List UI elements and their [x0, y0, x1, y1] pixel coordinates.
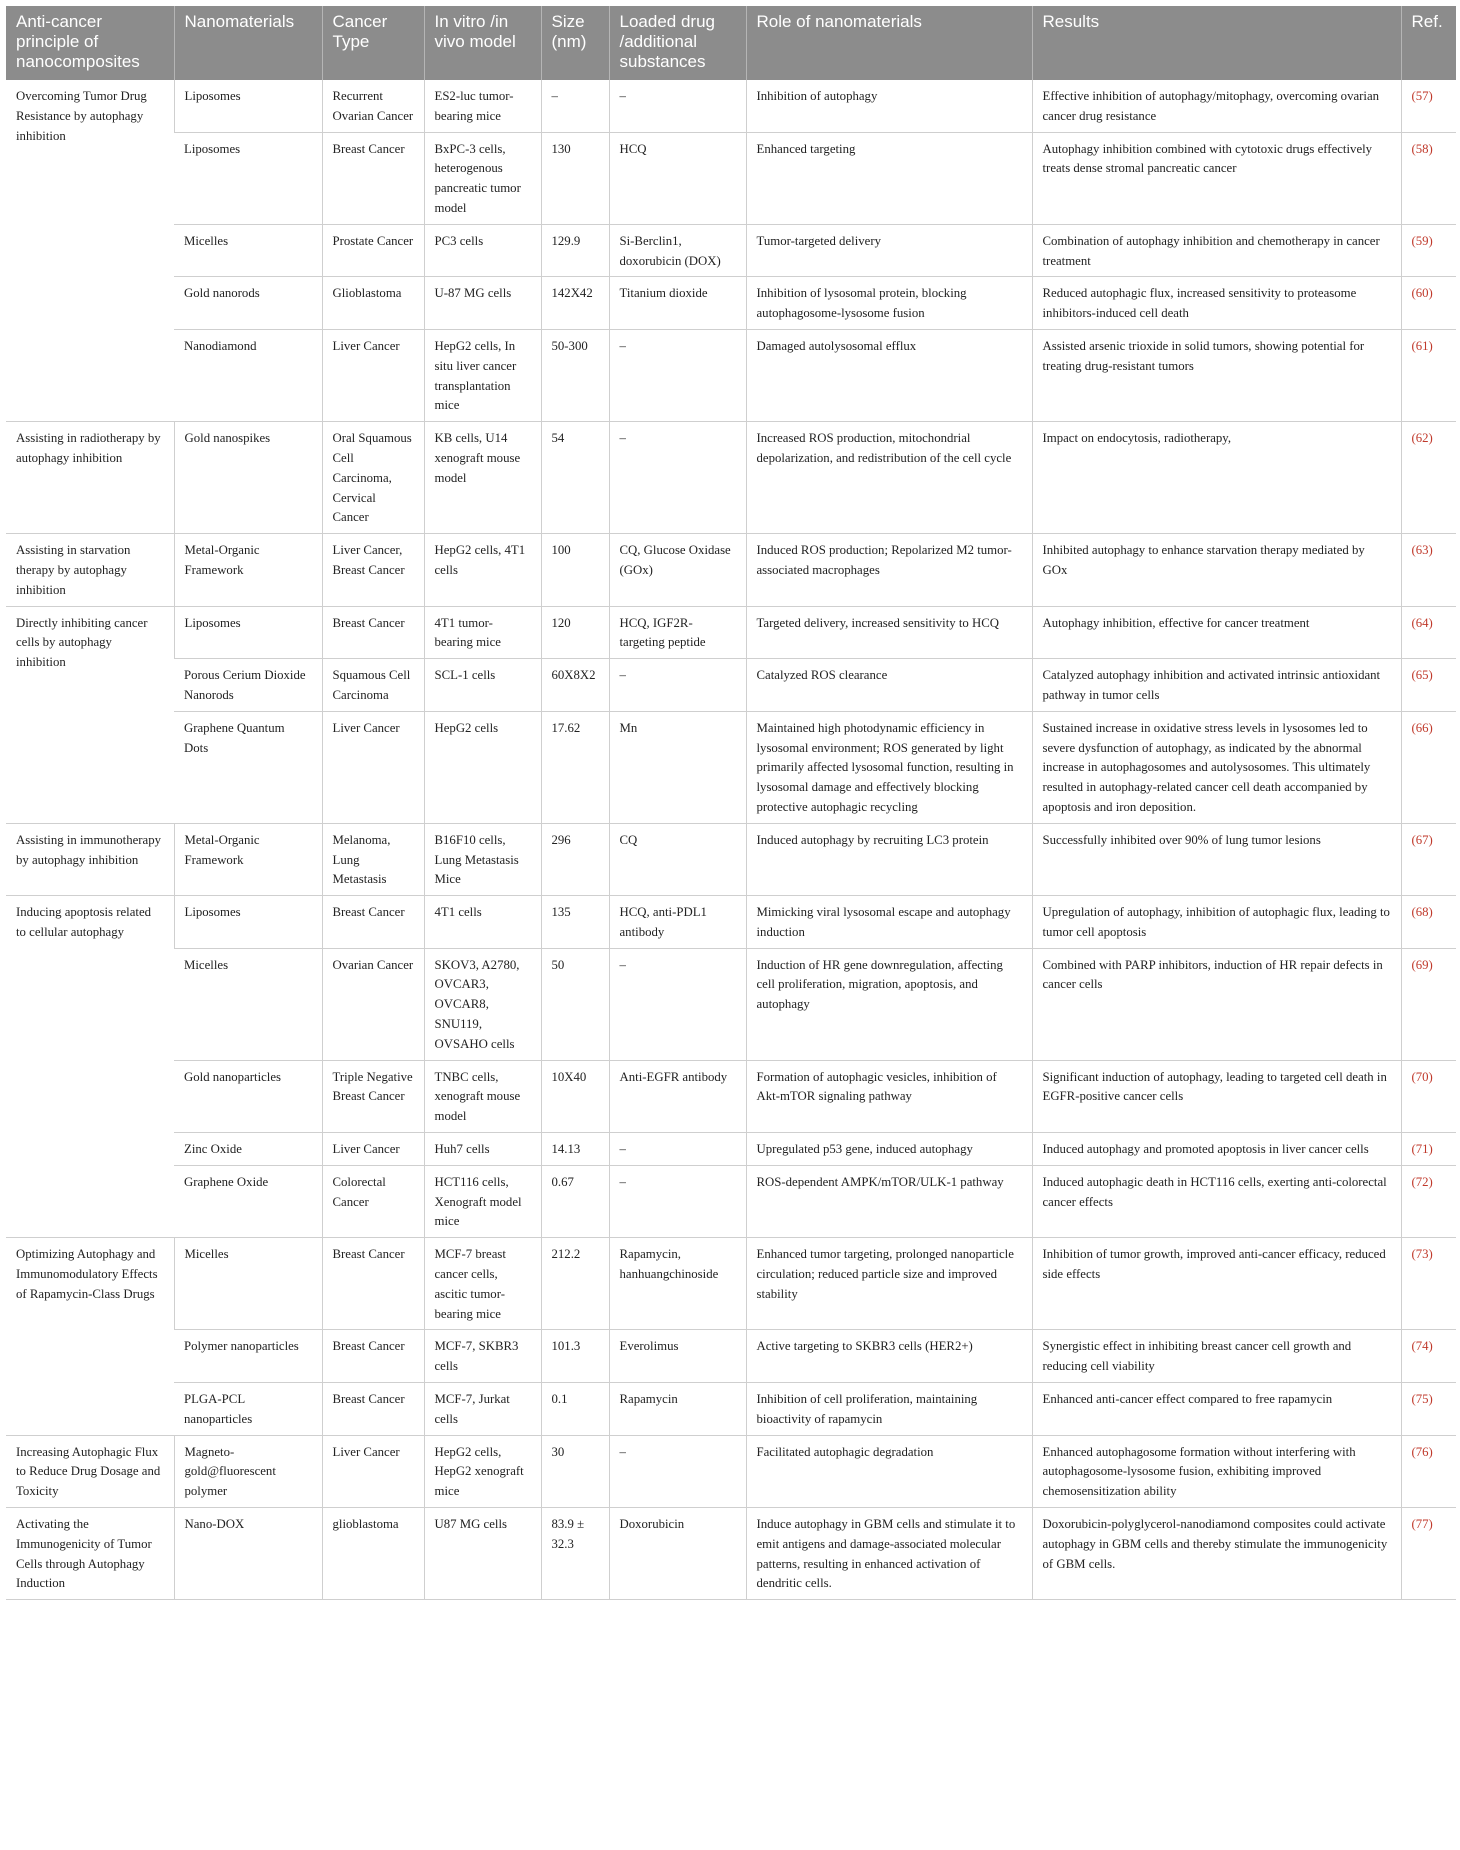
cancer-type-cell: Breast Cancer	[322, 132, 424, 224]
model-cell: HepG2 cells, HepG2 xenograft mice	[424, 1435, 541, 1507]
results-cell: Successfully inhibited over 90% of lung tumor lesions	[1032, 823, 1401, 895]
ref-cell[interactable]: (67)	[1401, 823, 1456, 895]
cancer-type-cell: Ovarian Cancer	[322, 948, 424, 1060]
model-cell: SCL-1 cells	[424, 659, 541, 712]
cancer-type-cell: Liver Cancer	[322, 1133, 424, 1166]
results-cell: Autophagy inhibition combined with cytotoxic drugs effectively treats dense stromal pancreatic cancer	[1032, 132, 1401, 224]
results-cell: Assisted arsenic trioxide in solid tumors, showing potential for treating drug-resistant tumors	[1032, 329, 1401, 421]
cancer-type-cell: Liver Cancer	[322, 1435, 424, 1507]
nanomaterial-cell: Liposomes	[174, 896, 322, 949]
size-cell: 120	[541, 606, 609, 659]
results-cell: Synergistic effect in inhibiting breast cancer cell growth and reducing cell viability	[1032, 1330, 1401, 1383]
ref-cell[interactable]: (76)	[1401, 1435, 1456, 1507]
role-cell: Inhibition of autophagy	[746, 80, 1032, 132]
results-cell: Induced autophagic death in HCT116 cells, exerting anti-colorectal cancer effects	[1032, 1165, 1401, 1237]
role-cell: Formation of autophagic vesicles, inhibition of Akt-mTOR signaling pathway	[746, 1060, 1032, 1132]
nanomaterial-cell: Magneto-gold@fluorescent polymer	[174, 1435, 322, 1507]
model-cell: 4T1 cells	[424, 896, 541, 949]
results-cell: Enhanced anti-cancer effect compared to free rapamycin	[1032, 1383, 1401, 1436]
table-row	[6, 534, 1456, 606]
loaded-drug-cell: –	[609, 80, 746, 132]
header-nanomaterials: Nanomaterials	[174, 6, 322, 80]
size-cell: 17.62	[541, 711, 609, 823]
ref-cell[interactable]: (64)	[1401, 606, 1456, 659]
loaded-drug-cell: –	[609, 1435, 746, 1507]
model-cell: HepG2 cells, 4T1 cells	[424, 534, 541, 606]
loaded-drug-cell: –	[609, 1133, 746, 1166]
ref-cell[interactable]: (73)	[1401, 1238, 1456, 1330]
role-cell: Induced ROS production; Repolarized M2 tumor-associated macrophages	[746, 534, 1032, 606]
header-size: Size (nm)	[541, 6, 609, 80]
loaded-drug-cell: HCQ, anti-PDL1 antibody	[609, 896, 746, 949]
ref-cell[interactable]: (57)	[1401, 80, 1456, 132]
model-cell: BxPC-3 cells, heterogenous pancreatic tumor model	[424, 132, 541, 224]
table-row	[6, 329, 1456, 421]
model-cell: MCF-7, SKBR3 cells	[424, 1330, 541, 1383]
nanomaterials-table	[6, 6, 1456, 1600]
ref-cell[interactable]: (77)	[1401, 1508, 1456, 1600]
role-cell: Catalyzed ROS clearance	[746, 659, 1032, 712]
table-body	[6, 80, 1456, 1600]
table-row	[6, 1383, 1456, 1436]
loaded-drug-cell: –	[609, 1165, 746, 1237]
nanomaterial-cell: Porous Cerium Dioxide Nanorods	[174, 659, 322, 712]
role-cell: Facilitated autophagic degradation	[746, 1435, 1032, 1507]
results-cell: Sustained increase in oxidative stress levels in lysosomes led to severe dysfunction of autophagy, as indicated by the abnormal increase in autophagosomes and autolysosomes. This ultimately resulted in autophagy-related cancer cell death accompanied by apoptosis and iron deposition.	[1032, 711, 1401, 823]
ref-cell[interactable]: (63)	[1401, 534, 1456, 606]
model-cell: SKOV3, A2780, OVCAR3, OVCAR8, SNU119, OVSAHO cells	[424, 948, 541, 1060]
cancer-type-cell: glioblastoma	[322, 1508, 424, 1600]
role-cell: Active targeting to SKBR3 cells (HER2+)	[746, 1330, 1032, 1383]
nanomaterial-cell: Metal-Organic Framework	[174, 823, 322, 895]
ref-cell[interactable]: (72)	[1401, 1165, 1456, 1237]
loaded-drug-cell: Doxorubicin	[609, 1508, 746, 1600]
table-row	[6, 711, 1456, 823]
model-cell: Huh7 cells	[424, 1133, 541, 1166]
size-cell: 142X42	[541, 277, 609, 330]
size-cell: 296	[541, 823, 609, 895]
ref-cell[interactable]: (68)	[1401, 896, 1456, 949]
model-cell: HepG2 cells	[424, 711, 541, 823]
ref-cell[interactable]: (71)	[1401, 1133, 1456, 1166]
size-cell: 130	[541, 132, 609, 224]
header-model: In vitro /in vivo model	[424, 6, 541, 80]
nanomaterial-cell: Micelles	[174, 1238, 322, 1330]
cancer-type-cell: Liver Cancer	[322, 711, 424, 823]
size-cell: 14.13	[541, 1133, 609, 1166]
model-cell: 4T1 tumor-bearing mice	[424, 606, 541, 659]
principle-cell: Assisting in starvation therapy by autophagy inhibition	[6, 534, 174, 606]
results-cell: Significant induction of autophagy, leading to targeted cell death in EGFR-positive cancer cells	[1032, 1060, 1401, 1132]
table-row	[6, 132, 1456, 224]
loaded-drug-cell: Mn	[609, 711, 746, 823]
principle-cell: Assisting in immunotherapy by autophagy inhibition	[6, 823, 174, 895]
nanomaterial-cell: Zinc Oxide	[174, 1133, 322, 1166]
size-cell: 101.3	[541, 1330, 609, 1383]
ref-cell[interactable]: (58)	[1401, 132, 1456, 224]
results-cell: Combined with PARP inhibitors, induction of HR repair defects in cancer cells	[1032, 948, 1401, 1060]
nanomaterial-cell: PLGA-PCL nanoparticles	[174, 1383, 322, 1436]
principle-cell: Optimizing Autophagy and Immunomodulatory Effects of Rapamycin-Class Drugs	[6, 1238, 174, 1435]
cancer-type-cell: Melanoma, Lung Metastasis	[322, 823, 424, 895]
nanomaterial-cell: Nano-DOX	[174, 1508, 322, 1600]
header-principle: Anti-cancer principle of nanocomposites	[6, 6, 174, 80]
size-cell: 50	[541, 948, 609, 1060]
loaded-drug-cell: –	[609, 329, 746, 421]
table-row	[6, 80, 1456, 132]
table-row	[6, 224, 1456, 277]
table-row	[6, 1330, 1456, 1383]
role-cell: Induce autophagy in GBM cells and stimulate it to emit antigens and damage-associated molecular patterns, resulting in enhanced activation of dendritic cells.	[746, 1508, 1032, 1600]
ref-cell[interactable]: (74)	[1401, 1330, 1456, 1383]
table-row	[6, 659, 1456, 712]
size-cell: 135	[541, 896, 609, 949]
role-cell: Upregulated p53 gene, induced autophagy	[746, 1133, 1032, 1166]
header-cancer-type: Cancer Type	[322, 6, 424, 80]
loaded-drug-cell: Rapamycin	[609, 1383, 746, 1436]
loaded-drug-cell: Anti-EGFR antibody	[609, 1060, 746, 1132]
table-row	[6, 823, 1456, 895]
ref-cell[interactable]: (65)	[1401, 659, 1456, 712]
nanomaterial-cell: Nanodiamond	[174, 329, 322, 421]
cancer-type-cell: Glioblastoma	[322, 277, 424, 330]
nanomaterial-cell: Metal-Organic Framework	[174, 534, 322, 606]
results-cell: Reduced autophagic flux, increased sensitivity to proteasome inhibitors-induced cell death	[1032, 277, 1401, 330]
table-row	[6, 1165, 1456, 1237]
loaded-drug-cell: –	[609, 659, 746, 712]
role-cell: Tumor-targeted delivery	[746, 224, 1032, 277]
cancer-type-cell: Prostate Cancer	[322, 224, 424, 277]
table-row	[6, 606, 1456, 659]
size-cell: 30	[541, 1435, 609, 1507]
size-cell: 129.9	[541, 224, 609, 277]
loaded-drug-cell: –	[609, 948, 746, 1060]
nanomaterial-cell: Micelles	[174, 224, 322, 277]
model-cell: MCF-7 breast cancer cells, ascitic tumor-bearing mice	[424, 1238, 541, 1330]
cancer-type-cell: Breast Cancer	[322, 1383, 424, 1436]
ref-cell[interactable]: (62)	[1401, 422, 1456, 534]
role-cell: Damaged autolysosomal efflux	[746, 329, 1032, 421]
ref-cell[interactable]: (66)	[1401, 711, 1456, 823]
cancer-type-cell: Liver Cancer	[322, 329, 424, 421]
loaded-drug-cell: Titanium dioxide	[609, 277, 746, 330]
results-cell: Doxorubicin-polyglycerol-nanodiamond composites could activate autophagy in GBM cells and thereby stimulate the immunogenicity of GBM cells.	[1032, 1508, 1401, 1600]
table-row	[6, 422, 1456, 534]
role-cell: Maintained high photodynamic efficiency in lysosomal environment; ROS generated by light primarily affected lysosomal function, resulting in lysosomal damage and effectively blocking protective autophagic recycling	[746, 711, 1032, 823]
ref-cell[interactable]: (69)	[1401, 948, 1456, 1060]
results-cell: Combination of autophagy inhibition and chemotherapy in cancer treatment	[1032, 224, 1401, 277]
table-row	[6, 1508, 1456, 1600]
size-cell: 54	[541, 422, 609, 534]
role-cell: Targeted delivery, increased sensitivity to HCQ	[746, 606, 1032, 659]
cancer-type-cell: Breast Cancer	[322, 896, 424, 949]
role-cell: Enhanced tumor targeting, prolonged nanoparticle circulation; reduced particle size and improved stability	[746, 1238, 1032, 1330]
size-cell: 0.1	[541, 1383, 609, 1436]
size-cell: 100	[541, 534, 609, 606]
results-cell: Inhibition of tumor growth, improved anti-cancer efficacy, reduced side effects	[1032, 1238, 1401, 1330]
model-cell: KB cells, U14 xenograft mouse model	[424, 422, 541, 534]
header-results: Results	[1032, 6, 1401, 80]
size-cell: 83.9 ± 32.3	[541, 1508, 609, 1600]
nanomaterial-cell: Liposomes	[174, 80, 322, 132]
role-cell: Enhanced targeting	[746, 132, 1032, 224]
size-cell: –	[541, 80, 609, 132]
size-cell: 212.2	[541, 1238, 609, 1330]
model-cell: ES2-luc tumor-bearing mice	[424, 80, 541, 132]
model-cell: HCT116 cells, Xenograft model mice	[424, 1165, 541, 1237]
nanomaterial-cell: Polymer nanoparticles	[174, 1330, 322, 1383]
header-loaded-drug: Loaded drug /additional substances	[609, 6, 746, 80]
loaded-drug-cell: CQ, Glucose Oxidase (GOx)	[609, 534, 746, 606]
table-row	[6, 1238, 1456, 1330]
cancer-type-cell: Breast Cancer	[322, 606, 424, 659]
role-cell: Mimicking viral lysosomal escape and autophagy induction	[746, 896, 1032, 949]
results-cell: Inhibited autophagy to enhance starvation therapy mediated by GOx	[1032, 534, 1401, 606]
loaded-drug-cell: Rapamycin, hanhuangchinoside	[609, 1238, 746, 1330]
model-cell: PC3 cells	[424, 224, 541, 277]
cancer-type-cell: Triple Negative Breast Cancer	[322, 1060, 424, 1132]
loaded-drug-cell: Everolimus	[609, 1330, 746, 1383]
results-cell: Induced autophagy and promoted apoptosis in liver cancer cells	[1032, 1133, 1401, 1166]
nanomaterial-cell: Liposomes	[174, 132, 322, 224]
ref-cell[interactable]: (61)	[1401, 329, 1456, 421]
principle-cell: Increasing Autophagic Flux to Reduce Drug Dosage and Toxicity	[6, 1435, 174, 1507]
model-cell: TNBC cells, xenograft mouse model	[424, 1060, 541, 1132]
loaded-drug-cell: HCQ	[609, 132, 746, 224]
nanomaterial-cell: Gold nanospikes	[174, 422, 322, 534]
role-cell: ROS-dependent AMPK/mTOR/ULK-1 pathway	[746, 1165, 1032, 1237]
nanomaterial-cell: Gold nanorods	[174, 277, 322, 330]
cancer-type-cell: Oral Squamous Cell Carcinoma, Cervical Cancer	[322, 422, 424, 534]
nanomaterial-cell: Liposomes	[174, 606, 322, 659]
loaded-drug-cell: Si-Berclin1, doxorubicin (DOX)	[609, 224, 746, 277]
results-cell: Autophagy inhibition, effective for cancer treatment	[1032, 606, 1401, 659]
principle-cell: Activating the Immunogenicity of Tumor Cells through Autophagy Induction	[6, 1508, 174, 1600]
ref-cell[interactable]: (59)	[1401, 224, 1456, 277]
role-cell: Inhibition of cell proliferation, maintaining bioactivity of rapamycin	[746, 1383, 1032, 1436]
ref-cell[interactable]: (75)	[1401, 1383, 1456, 1436]
loaded-drug-cell: CQ	[609, 823, 746, 895]
table-row	[6, 1060, 1456, 1132]
header-row	[6, 6, 1456, 80]
nanomaterial-cell: Graphene Quantum Dots	[174, 711, 322, 823]
results-cell: Upregulation of autophagy, inhibition of autophagic flux, leading to tumor cell apoptosis	[1032, 896, 1401, 949]
table-row	[6, 1435, 1456, 1507]
results-cell: Enhanced autophagosome formation without interfering with autophagosome-lysosome fusion, exhibiting improved chemosensitization ability	[1032, 1435, 1401, 1507]
header-role: Role of nanomaterials	[746, 6, 1032, 80]
cancer-type-cell: Breast Cancer	[322, 1238, 424, 1330]
loaded-drug-cell: HCQ, IGF2R-targeting peptide	[609, 606, 746, 659]
nanomaterial-cell: Graphene Oxide	[174, 1165, 322, 1237]
cancer-type-cell: Squamous Cell Carcinoma	[322, 659, 424, 712]
model-cell: U-87 MG cells	[424, 277, 541, 330]
cancer-type-cell: Liver Cancer, Breast Cancer	[322, 534, 424, 606]
table-row	[6, 1133, 1456, 1166]
size-cell: 50-300	[541, 329, 609, 421]
role-cell: Induced autophagy by recruiting LC3 protein	[746, 823, 1032, 895]
model-cell: HepG2 cells, In situ liver cancer transplantation mice	[424, 329, 541, 421]
model-cell: U87 MG cells	[424, 1508, 541, 1600]
nanomaterial-cell: Gold nanoparticles	[174, 1060, 322, 1132]
size-cell: 10X40	[541, 1060, 609, 1132]
size-cell: 0.67	[541, 1165, 609, 1237]
cancer-type-cell: Recurrent Ovarian Cancer	[322, 80, 424, 132]
nanomaterial-cell: Micelles	[174, 948, 322, 1060]
table-row	[6, 277, 1456, 330]
model-cell: MCF-7, Jurkat cells	[424, 1383, 541, 1436]
ref-cell[interactable]: (70)	[1401, 1060, 1456, 1132]
principle-cell: Overcoming Tumor Drug Resistance by autophagy inhibition	[6, 80, 174, 422]
cancer-type-cell: Colorectal Cancer	[322, 1165, 424, 1237]
role-cell: Induction of HR gene downregulation, affecting cell proliferation, migration, apoptosis, and autophagy	[746, 948, 1032, 1060]
role-cell: Increased ROS production, mitochondrial depolarization, and redistribution of the cell cycle	[746, 422, 1032, 534]
table-row	[6, 896, 1456, 949]
loaded-drug-cell: –	[609, 422, 746, 534]
model-cell: B16F10 cells, Lung Metastasis Mice	[424, 823, 541, 895]
role-cell: Inhibition of lysosomal protein, blocking autophagosome-lysosome fusion	[746, 277, 1032, 330]
principle-cell: Inducing apoptosis related to cellular autophagy	[6, 896, 174, 1238]
size-cell: 60X8X2	[541, 659, 609, 712]
principle-cell: Assisting in radiotherapy by autophagy inhibition	[6, 422, 174, 534]
ref-cell[interactable]: (60)	[1401, 277, 1456, 330]
principle-cell: Directly inhibiting cancer cells by autophagy inhibition	[6, 606, 174, 823]
results-cell: Effective inhibition of autophagy/mitophagy, overcoming ovarian cancer drug resistance	[1032, 80, 1401, 132]
header-ref: Ref.	[1401, 6, 1456, 80]
cancer-type-cell: Breast Cancer	[322, 1330, 424, 1383]
results-cell: Catalyzed autophagy inhibition and activated intrinsic antioxidant pathway in tumor cells	[1032, 659, 1401, 712]
results-cell: Impact on endocytosis, radiotherapy,	[1032, 422, 1401, 534]
table-row	[6, 948, 1456, 1060]
